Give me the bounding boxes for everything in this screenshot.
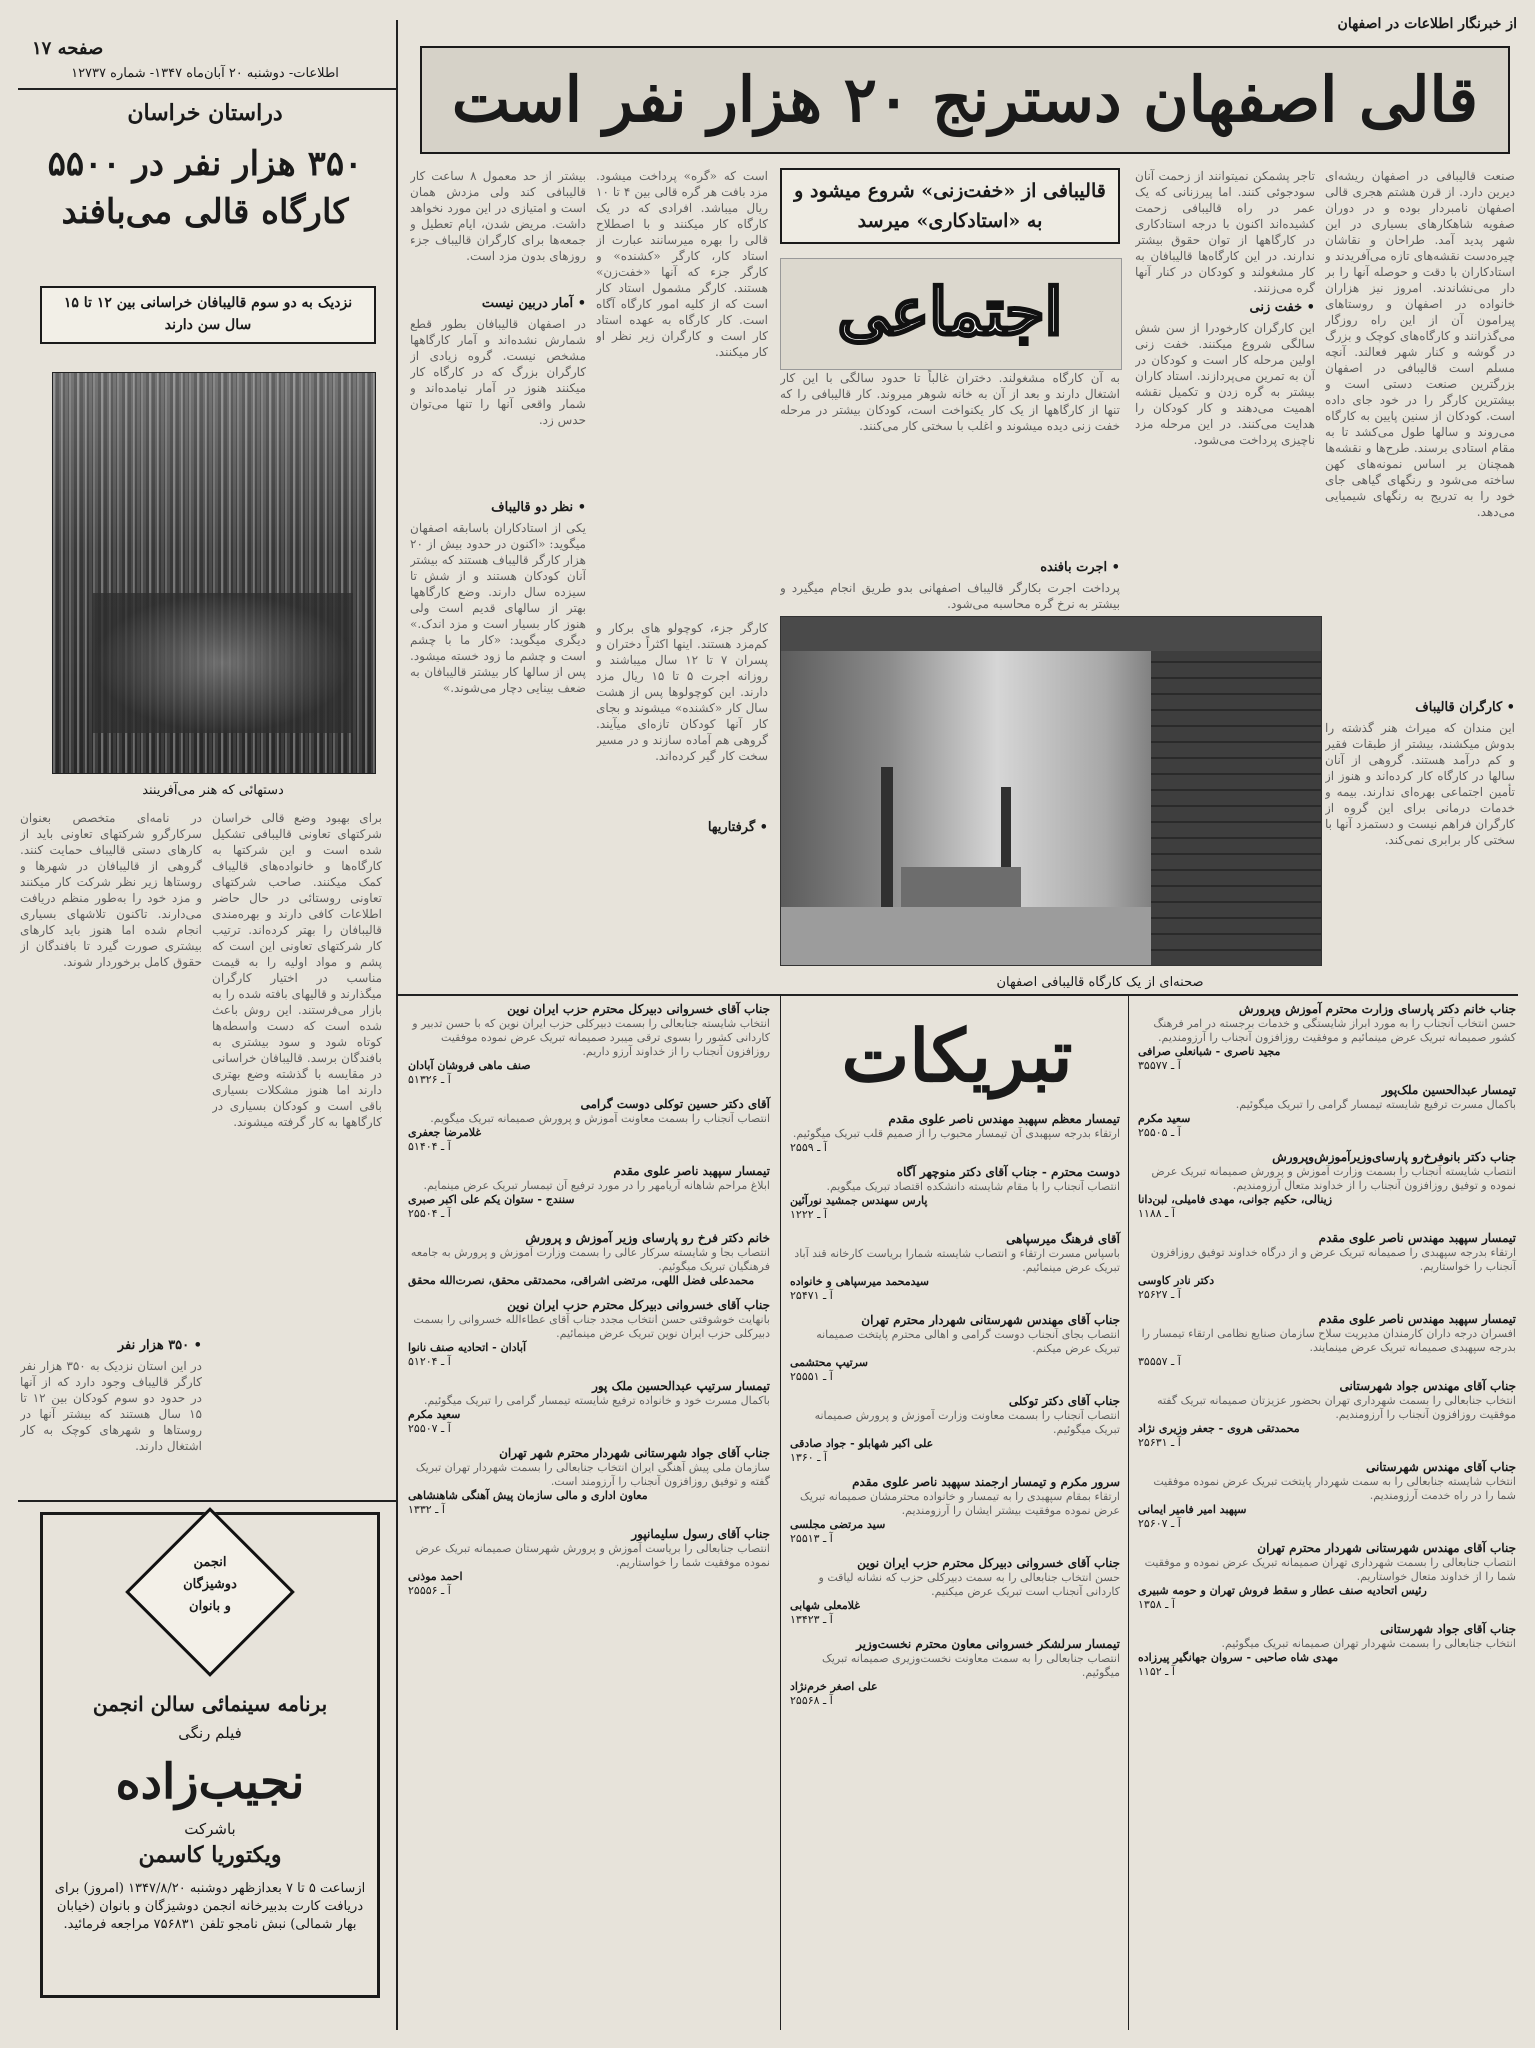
notice-signature: سنندج - ستوان یکم علی اکبر صبری bbox=[408, 1193, 575, 1206]
notice-number: آ ـ ۲۵۴۷۱ bbox=[790, 1289, 833, 1302]
notice-body: انتخاب شایسته جنابعالی را بسمت دبیرکلی حزب ایران نوین که با حسن تدبیر و کاردانی کشور را بسوی ترقی میبرد صمیمانه تبریک عرض نموده موفقیت روزافزون آنجناب را از خداوند آرزو داریم. bbox=[412, 1017, 770, 1058]
notice-signature: زینالی، حکیم جوانی، مهدی فامیلی، لبن‌دانا bbox=[1138, 1193, 1333, 1206]
notice-body: افسران درجه داران کارمندان مدیریت سلاح سازمان صنایع نظامی ارتقاء تیمسار را بدرجه سپهبدی صمیمانه تبریک عرض مینمایند. bbox=[1141, 1327, 1516, 1354]
section-amar: • آمار دربین نیست bbox=[481, 296, 586, 311]
notice-item bbox=[790, 1637, 1120, 1708]
cinema-logo-line3: و بانوان bbox=[189, 1599, 231, 1614]
article-bottom-rule bbox=[398, 994, 1518, 996]
masthead-rule bbox=[18, 88, 396, 90]
notice-signature: دکتر نادر کاوسی bbox=[1138, 1274, 1215, 1287]
notice-number: آ ـ ۱۲۲۲ bbox=[790, 1208, 827, 1221]
notice-number: آ ـ ۲۵۵۶۸ bbox=[790, 1694, 833, 1707]
notice-number: آ ـ ۵۱۴۰۴ bbox=[408, 1140, 451, 1153]
notice-item bbox=[408, 1527, 770, 1598]
notice-body: انتخاب جنابعالی را بسمت شهرداری تهران بحضور عزیزتان صمیمانه تبریک گفته موفقیت روزافزون آنجناب را آرزومندیم. bbox=[1157, 1394, 1516, 1421]
cinema-logo-text bbox=[150, 1552, 270, 1618]
notice-body: انتصاب جنابعالی را بریاست آموزش و پرورش شهرستان صمیمانه تبریک عرض نموده موفقیت شما را خواستاریم. bbox=[415, 1542, 770, 1569]
notice-title: تیمسار سپهبد مهندس ناصر علوی مقدم bbox=[1318, 1312, 1516, 1326]
notice-signature: سید مرتضی مجلسی bbox=[790, 1518, 886, 1531]
section-gereftariha: • گرفتاریها bbox=[707, 820, 768, 835]
khorasan-col-2: در نامه‌ای متخصص بعنوان سرکارگرو شرکتهای تعاونی باید از کارهای دستی قالیباف حمایت کنند. گروهی از قالیبافان در شهرها و روستاها زیر نظر شرکت کار میکنند و مزد خود را به‌طور منظم دریافت می‌دارند. تاکنون تلاشهای بسیاری انجام شده اما هنوز باید کارهای بیشتری صورت گیرد تا بافندگان از حقوق کامل برخوردار شوند. bbox=[20, 811, 202, 969]
notice-item bbox=[408, 1002, 770, 1087]
khorasan-headline: ۳۵۰ هزار نفر در ۵۵۰۰ کارگاه قالی می‌بافند bbox=[47, 144, 363, 232]
main-headline: قالی اصفهان دسترنج ۲۰ هزار نفر است bbox=[451, 63, 1479, 136]
notices-right-column bbox=[1138, 1002, 1516, 1679]
notice-item bbox=[790, 1112, 1120, 1155]
khorasan-kicker: دراستان خراسان bbox=[127, 100, 283, 126]
notice-signature: علی اصغر خرم‌نژاد bbox=[790, 1680, 878, 1693]
notice-signature: سرتیپ محتشمی bbox=[790, 1356, 868, 1369]
notice-item bbox=[790, 1475, 1120, 1546]
notices-divider-right bbox=[1128, 996, 1129, 2030]
notice-number: آ ـ ۱۳۶۰ bbox=[790, 1451, 827, 1464]
notice-signature: پارس سهندس جمشید نورآئین bbox=[790, 1194, 928, 1207]
column-divider bbox=[396, 20, 398, 2030]
notice-body: حسن انتخاب آنجناب را به مورد ابراز شایستگی و خدمات برجسته در امر فرهنگ کشور صمیمانه تبریک عرض مینمائیم و موفقیت روزافزون آنجناب را آرزومندیم. bbox=[1153, 1017, 1516, 1044]
notice-item bbox=[1138, 1002, 1516, 1073]
notice-title: جناب آقای دکتر توکلی bbox=[1008, 1394, 1120, 1408]
notice-number: آ ـ ۳۵۵۷۷ bbox=[1138, 1059, 1181, 1072]
notice-body: باکمال مسرت ترفیع شایسته تیمسار گرامی را تبریک میگوئیم. bbox=[1235, 1098, 1516, 1111]
notice-title: آقای فرهنگ میرسپاهی bbox=[1006, 1232, 1120, 1246]
notice-number: آ ـ ۱۳۵۸ bbox=[1138, 1598, 1175, 1611]
notices-middle-column bbox=[790, 1112, 1120, 1708]
notice-body: انتصاب بجای آنجناب دوست گرامی و اهالی محترم پایتخت صمیمانه تبریک عرض میکنم. bbox=[816, 1328, 1120, 1355]
article-col-3b: پرداخت اجرت بکارگر قالیباف اصفهانی بدو طریق انجام میگیرد و بیشتر به نرخ گره محاسبه می‌شود. bbox=[780, 581, 1120, 611]
notice-number: آ ـ ۱۳۳۲ bbox=[408, 1503, 445, 1516]
khorasan-col-3: در این استان نزدیک به ۳۵۰ هزار نفر کارگر قالیباف وجود دارد که از آنها در حدود دو سوم کودکان بین ۱۲ تا ۱۵ سال هستند که بیشتر آنها در روستاها و شهرهای کوچک به کار اشتغال دارند. bbox=[20, 1359, 202, 1453]
notice-title: تیمسار سپهبد مهندس ناصر علوی مقدم bbox=[1318, 1231, 1516, 1245]
notice-title: آقای دکتر حسین توکلی دوست گرامی bbox=[580, 1097, 770, 1111]
notice-number: آ ـ ۲۵۵۰۷ bbox=[408, 1422, 451, 1435]
notice-body: باسپاس مسرت ارتقاء و انتصاب شایسته شمارا بریاست کارخانه قند آباد تبریک عرض مینمائیم. bbox=[794, 1247, 1120, 1274]
notice-item bbox=[1138, 1460, 1516, 1531]
notice-item bbox=[1138, 1379, 1516, 1450]
notice-title: دوست محترم - جناب آقای دکتر منوچهر آگاه bbox=[896, 1165, 1120, 1179]
notice-title: تیمسار سرلشکر خسروانی معاون محترم نخست‌وزیر bbox=[856, 1637, 1120, 1651]
notice-title: جناب آقای جواد شهرستانی bbox=[1380, 1622, 1516, 1636]
notice-body: انتصاب بجا و شایسته سرکار عالی را بسمت وزارت آموزش و پرورش به جامعه فرهنگیان تبریک میگوئیم. bbox=[410, 1246, 770, 1273]
notice-item bbox=[408, 1164, 770, 1221]
article-col-2b: این کارگران کارخودرا از سن شش سالگی شروع میکنند. خفت زنی اولین مرحله کار است و کودکان در آن به تمرین می‌پردازند. استاد کاران بیشتر به گره زدن و تکمیل نقشه اهمیت می‌دهند و کار کودکان را هدایت می‌کنند. در این مرحله مزد ناچیزی پرداخت می‌شود. bbox=[1135, 321, 1315, 447]
article-col-5: بیشتر از حد معمول ۸ ساعت کار قالیبافی کند ولی مزدش همان است و امتیازی در این مورد نخواهد داشت. مریض شدن، ایام تعطیل و جمعه‌ها برای کارگران قالیباف جزء روزهای بدون مزد است. bbox=[410, 169, 586, 263]
notice-signature: مجید ناصری - شبانعلی صرافی bbox=[1138, 1045, 1281, 1058]
workshop-photo bbox=[780, 616, 1322, 966]
notice-body: انتخاب شایسته جنابعالی را به سمت شهردار پایتخت تبریک عرض نموده موفقیت شما را در راه خدمت آرزومندیم. bbox=[1153, 1475, 1516, 1502]
date-line: اطلاعات- دوشنبه ۲۰ آبان‌ماه ۱۳۴۷- شماره ۱۲۷۳۷ bbox=[71, 66, 339, 81]
notice-signature: غلامرضا جعفری bbox=[408, 1126, 482, 1139]
article-col-4: است که «گره» پرداخت میشود. مزد بافت هر گره قالی بین ۴ تا ۱۰ ریال میباشد. افرادی که در یک کارگاه کار میکنند و با اصطلاح قالی را بهره میرسانند عبارت از استاد کار، کارگر «کشنده» و کارگر جزء که آنها «خفت‌زن» هستند. کارگر مشمول استاد کار است که از کلیه امور کارگاه آگاه است. کار کارگاه به عهده استاد کار است و کارگران زیر نظر او کار میکنند. bbox=[596, 169, 768, 359]
cinema-logo-line1: انجمن bbox=[193, 1555, 227, 1570]
notices-left-column bbox=[408, 1002, 770, 1598]
section-khaft-zani: • خفت زنی bbox=[1249, 300, 1315, 315]
notice-signature: علی اکبر شهابلو - جواد صادقی bbox=[790, 1437, 934, 1450]
notice-title: تیمسار عبدالحسین ملک‌پور bbox=[1381, 1083, 1516, 1097]
notice-item bbox=[790, 1313, 1120, 1384]
section-kargaran: • کارگران قالیباف bbox=[1415, 700, 1515, 715]
notice-title: جناب آقای خسروانی دبیرکل محترم حزب ایران نوین bbox=[507, 1002, 770, 1016]
notice-item bbox=[408, 1231, 770, 1288]
notice-number: آ ـ ۲۵۶۰۷ bbox=[1138, 1517, 1181, 1530]
notice-item bbox=[1138, 1312, 1516, 1369]
cinema-star: ویکتوریا کاسمن bbox=[138, 1842, 282, 1868]
notice-number: آ ـ ۲۵۵۱۳ bbox=[790, 1532, 833, 1545]
notice-title: جناب آقای مهندس شهرستانی bbox=[1365, 1460, 1516, 1474]
notice-number: آ ـ ۲۵۵۵۶ bbox=[408, 1584, 451, 1597]
notice-item bbox=[1138, 1083, 1516, 1140]
notice-item bbox=[408, 1298, 770, 1369]
khorasan-subhead: نزدیک به دو سوم قالیبافان خراسانی بین ۱۲ تا ۱۵ سال سن دارند bbox=[63, 295, 353, 333]
notice-number: آ ـ ۱۱۵۲ bbox=[1138, 1665, 1175, 1678]
notice-title: تیمسار سرتیپ عبدالحسین ملک پور bbox=[592, 1379, 770, 1393]
notice-title: تیمسار معظم سپهبد مهندس ناصر علوی مقدم bbox=[888, 1112, 1120, 1126]
notice-body: انتصاب آنجناب را با مقام شایسته دانشکده اقتصاد تبریک میگویم. bbox=[826, 1180, 1120, 1193]
top-right-note: از خبرنگار اطلاعات در اصفهان bbox=[1337, 16, 1517, 32]
notice-body: انتصاب آنجناب را بسمت معاونت وزارت آموزش و پرورش صمیمانه تبریک میگوئیم. bbox=[814, 1409, 1120, 1436]
sub-headline: قالیبافی از «خفت‌زنی» شروع میشود و به «استادکاری» میرسد bbox=[794, 180, 1106, 232]
notice-body: انتخاب جنابعالی را بسمت شهردار تهران صمیمانه تبریک میگوئیم. bbox=[1221, 1637, 1516, 1650]
notice-body: سازمان ملی پیش آهنگی ایران انتخاب جنابعالی را بسمت شهردار تهران تبریک گفته و توفیق روزافزون آنجناب را آرزومند است. bbox=[415, 1461, 770, 1488]
notice-body: انتصاب جنابعالی را بسمت شهرداری تهران صمیمانه تبریک عرض نموده و موفقیت شما را از خداوند متعال خواستاریم. bbox=[1144, 1556, 1516, 1583]
notice-signature: معاون اداری و مالی سازمان پیش آهنگی شاهنشاهی bbox=[408, 1489, 648, 1502]
notice-number: آ ـ ۲۵۵۰۴ bbox=[408, 1207, 451, 1220]
notice-signature: صنف ماهی فروشان آبادان bbox=[408, 1059, 531, 1072]
notice-body: باکمال مسرت خود و خانواده ترفیع شایسته تیمسار گرامی را تبریک میگوئیم. bbox=[423, 1394, 770, 1407]
notice-signature: رئیس اتحادیه صنف عطار و سقط فروش تهران و حومه شبیری bbox=[1138, 1584, 1427, 1597]
article-col-3: به آن کارگاه مشغولند. دختران غالباً تا حدود سالگی با این کار اشتغال دارند و بعد از آن به خانه شوهر میروند. کار قالیبافی را که تنها از کارگاهها از یک کار یکنواخت است، کودکان بیشتر در مرحله خفت زنی دیده میشوند و اغلب با سختی کار می‌کنند. bbox=[780, 371, 1120, 433]
notice-signature: سیدمحمد میرسپاهی و خانواده bbox=[790, 1275, 929, 1288]
notice-body: انتصاب جنابعالی را به سمت معاونت نخست‌وزیری صمیمانه تبریک میگوئیم. bbox=[822, 1652, 1120, 1679]
notice-signature: آبادان - اتحادیه صنف نانوا bbox=[408, 1341, 527, 1354]
notice-item bbox=[1138, 1541, 1516, 1612]
notice-title: جناب آقای مهندس شهرستانی شهردار محترم تهران bbox=[861, 1313, 1120, 1327]
notice-body: ارتقاء بدرجه سپهبدی آن تیمسار محبوب را از صمیم قلب تبریک میگوئیم. bbox=[792, 1127, 1120, 1140]
notice-signature: سعید مکرم bbox=[1138, 1112, 1191, 1125]
main-photo-caption: صحنه‌ای از یک کارگاه قالیبافی اصفهان bbox=[996, 975, 1204, 990]
notice-number: آ ـ ۱۳۴۲۳ bbox=[790, 1613, 833, 1626]
notice-signature: محمدعلی فضل اللهی، مرتضی اشراقی، محمدتقی محقق، نصرت‌الله محقق bbox=[408, 1274, 755, 1287]
notice-body: انتصاب آنجناب را بسمت معاونت آموزش و پرورش صمیمانه تبریک میگویم. bbox=[430, 1112, 770, 1125]
notice-item bbox=[790, 1232, 1120, 1303]
article-col-4b: کارگر جزء، کوچولو های برکار و کم‌مزد هستند. اینها اکثراً دختران و پسران ۷ تا ۱۲ سال میباشند و روزانه اجرت ۵ تا ۱۵ ریال مزد دارند. این کوچولوها پس از هشت سال کار «کشنده» میشوند و بجای کار آنها کودکان تازه‌ای میآیند. گروهی هم آماده سازند و در مسیر سخت کار گیر کرده‌اند. bbox=[596, 621, 768, 763]
notice-item bbox=[1138, 1231, 1516, 1302]
notice-item bbox=[1138, 1622, 1516, 1679]
notice-signature: محمدتقی هروی - جعفر وزیری نژاد bbox=[1138, 1422, 1300, 1435]
notice-signature: سعید مکرم bbox=[408, 1408, 461, 1421]
notice-item bbox=[790, 1165, 1120, 1222]
notice-signature: غلامعلی شهابی bbox=[790, 1599, 861, 1612]
khorasan-photo-caption: دستهائی که هنر می‌آفرینند bbox=[142, 783, 284, 798]
notice-item bbox=[1138, 1150, 1516, 1221]
tabrikat-title: تبریکات bbox=[841, 1013, 1073, 1098]
notice-body: ارتقاء بمقام سپهبدی را به تیمسار و خانواده محترمشان صمیمانه تبریک عرض نموده موفقیت بیشتر ایشان را آرزومندیم. bbox=[800, 1490, 1120, 1517]
notice-body: ابلاغ مراحم شاهانه آریامهر را در مورد ترفیع آن تیمسار تبریک عرض مینمایم. bbox=[423, 1179, 770, 1192]
notice-item bbox=[790, 1556, 1120, 1627]
notice-number: آ ـ ۵۱۳۲۶ bbox=[408, 1073, 451, 1086]
section-nazar: • نظر دو قالیباف bbox=[491, 500, 586, 515]
article-col-5b: در اصفهان قالیبافان بطور قطع شمارش نشده‌اند و آمار کارگاهها مشخص نیست. گروه زیادی از کارگران بزرگ که در کارگاه کار میکنند هنوز در آمار نیامده‌اند و شمار واقعی آنها را تنها می‌توان حدس زد. bbox=[410, 317, 586, 427]
notice-signature: احمد موذنی bbox=[408, 1570, 463, 1583]
khorasan-col-1: برای بهبود وضع قالی خراسان شرکتهای تعاونی قالیبافی تشکیل شده است و این شرکتها به کارگاه‌ها و خانواده‌های قالیباف کمک میکنند. صاحب شرکتهای تعاونی روستائی در حال حاضر اطلاعات کافی دارند و بهره‌مندی قالیبافان را بهتر کرده‌اند. ترتیب کار شرکتهای تعاونی این است که پشم و مواد اولیه را به قیمت مناسب در اختیار کارگران میگذارند و قالیهای بافته شده را به بازار می‌فرستند. این روش باعث شده است که دست واسطه‌ها کوتاه شود و سود بیشتری به بافندگان برسد. قالیبافان خراسانی در مقایسه با گذشته وضع بهتری دارند اما هنوز مشکلات بسیاری باقی است و کودکان بسیاری در کارگاهها به کار گرفته میشوند. bbox=[212, 811, 382, 1129]
article-col-2: تاجر پشمکن نمیتوانند از زحمت آنان سودجوئی کنند. اما پیرزنانی که یک عمر در راه قالیبافی زحمت کشیده‌اند اکنون با درجه استادکاری در کارگاهها از توان حقوق بیشتر ندارند. در این کارگاه‌ها قالیبافان به کار مشغولند و کودکان در کنار آنها گره می‌زنند. bbox=[1135, 169, 1315, 295]
notice-title: جناب آقای جواد شهرستانی شهردار محترم شهر تهران bbox=[499, 1446, 770, 1460]
notices-divider-middle bbox=[780, 996, 781, 2030]
notice-title: جناب خانم دکتر پارسای وزارت محترم آموزش وپرورش bbox=[1238, 1002, 1516, 1016]
notice-number: آ ـ ۵۱۲۰۴ bbox=[408, 1355, 451, 1368]
notice-number: آ ـ ۲۵۵۰۵ bbox=[1138, 1126, 1181, 1139]
notice-signature: مهدی شاه صاحبی - سروان جهانگیر پیرزاده bbox=[1138, 1651, 1339, 1664]
notice-title: تیمسار سپهبد ناصر علوی مقدم bbox=[613, 1164, 770, 1178]
notice-item bbox=[408, 1446, 770, 1517]
notice-item bbox=[408, 1097, 770, 1154]
notice-title: سرور مکرم و تیمسار ارجمند سپهبد ناصر علوی مقدم bbox=[852, 1475, 1120, 1489]
notice-number: آ ـ ۲۵۵۹ bbox=[790, 1141, 827, 1154]
cinema-film-type: فیلم رنگی bbox=[178, 1724, 242, 1742]
cinema-logo-line2: دوشیزگان bbox=[183, 1577, 237, 1592]
notice-title: خانم دکتر فرخ رو پارسای وزیر آموزش و پرورش bbox=[525, 1231, 770, 1245]
article-col-1: صنعت قالیبافی در اصفهان ریشه‌ای دیرین دارد. از قرن هشتم هجری قالی اصفهان نامبردار بوده و در دوران صفویه شاهکارهای بسیاری در این شهر پدید آمد. طراحان و نقاشان چیره‌دست نقشه‌های تازه می‌آفریدند و استادکاران با دقت و حوصله آنها را بر دار می‌نشاندند. امروز نیز هزاران خانواده در اصفهان و روستاهای پیرامون آن از این راه روزگار می‌گذرانند و کارگاه‌های کوچک و بزرگ در گوشه و کنار شهر فعالند. آنچه مسلم است قالیبافی در اصفهان بزرگترین صنعت دستی است و بیشترین کارگر را در خود جای داده است. کودکان از سنین پایین به کارگاه می‌روند و سالها طول می‌کشد تا به مقام استادی برسند. طرح‌ها و نقشه‌ها همچنان بر اساس نمونه‌های کهن ساخته می‌شود و رنگهای گیاهی جای خود را به تدریج به رنگهای شیمیایی می‌دهد. bbox=[1325, 169, 1515, 519]
cinema-details: ازساعت ۵ تا ۷ بعدازظهر دوشنبه ۱۳۴۷/۸/۲۰ (امروز) برای دریافت کارت بدبیرخانه انجمن دوشیزگان و بانوان (خیابان بهار شمالی) نبش نامجو تلفن ۷۵۶۸۳۱ مراجعه فرمائید. bbox=[54, 1881, 366, 1932]
notice-title: جناب آقای خسروانی دبیرکل محترم حزب ایران نوین bbox=[857, 1556, 1120, 1570]
notice-number: آ ـ ۲۵۶۲۷ bbox=[1138, 1288, 1181, 1301]
notice-number: آ ـ ۲۵۶۳۱ bbox=[1138, 1436, 1181, 1449]
notice-body: ارتقاء بدرجه سپهبدی را صمیمانه تبریک عرض و از درگاه خداوند توفیق روزافزون آنجناب را خواستاریم. bbox=[1150, 1246, 1516, 1273]
notice-body: حسن انتخاب جنابعالی را به سمت دبیرکلی حزب که نشانه لیاقت و کاردانی آنجناب است تبریک عرض میکنیم. bbox=[818, 1571, 1120, 1598]
khorasan-section-350: • ۳۵۰ هزار نفر bbox=[117, 1338, 202, 1353]
article-col-1b: این مندان که میراث هنر گذشته را بدوش میکشند، بیشتر از طبقات فقیر و کم درآمد هستند. گروهی از آنان سالها در کارگاه کار کرده‌اند و هنوز از تأمین اجتماعی بهره‌ای ندارند. بیمه و خدمات درمانی برای این گروه از کارگران فراهم نیست و دستمزد آنها با سختی کار برابری نمی‌کند. bbox=[1325, 721, 1515, 847]
cinema-program: برنامه سینمائی سالن انجمن bbox=[92, 1692, 328, 1716]
cinema-film-title: نجیب‌زاده bbox=[115, 1754, 305, 1810]
khorasan-bottom-rule bbox=[18, 1500, 396, 1502]
notice-title: جناب آقای خسروانی دبیرکل محترم حزب ایران نوین bbox=[507, 1298, 770, 1312]
notice-number: آ ـ ۱۱۸۸ bbox=[1138, 1207, 1175, 1220]
cinema-with-label: باشرکت bbox=[184, 1820, 236, 1838]
notice-signature: سپهبد امیر فامیر ایمانی bbox=[1138, 1503, 1247, 1516]
notice-item bbox=[790, 1394, 1120, 1465]
notice-number: آ ـ ۲۵۵۵۱ bbox=[790, 1370, 833, 1383]
notice-number: آ ـ ۳۵۵۵۷ bbox=[1138, 1355, 1181, 1368]
notice-body: انتصاب شایسته آنجناب را بسمت وزارت آموزش و پرورش صمیمانه تبریک عرض نموده و توفیق روزافزون آنجناب را از خداوند متعال آرزومندیم. bbox=[1151, 1165, 1516, 1192]
notice-title: جناب آقای رسول سلیمانپور bbox=[631, 1527, 770, 1541]
weaver-hands-photo bbox=[52, 372, 376, 774]
social-logo: اجتماعی bbox=[837, 275, 1063, 350]
section-ojrat: • اجرت بافنده bbox=[1040, 560, 1120, 575]
page-number: صفحه ۱۷ bbox=[32, 38, 104, 59]
notice-title: جناب دکتر بانوفرخ‌رو پارسای‌وزیرآموزش‌وپرورش bbox=[1272, 1150, 1516, 1164]
notice-title: جناب آقای مهندس شهرستانی شهردار محترم تهران bbox=[1257, 1541, 1516, 1555]
notice-item bbox=[408, 1379, 770, 1436]
article-col-5c: یکی از استادکاران باسابقه اصفهان میگوید: «اکنون در حدود بیش از ۲۰ هزار کارگر قالیباف هستند که بیشتر آنان کودکان هستند و از شش تا سیزده سال دارند. وضع کارگاهها بهتر از سالهای قدیم است ولی هنوز کار بسیار است و مزد اندک.» دیگری میگوید: «کار ما با چشم است و چشم ما زود خسته میشود. پس از سالها کار بیشتر قالیبافان به ضعف بینایی دچار می‌شوند.» bbox=[410, 521, 586, 695]
notice-body: بانهایت خوشوقتی حسن انتخاب مجدد جناب آقای عطاءالله خسروانی را بسمت دبیرکلی حزب ایران نوین تبریک عرض مینمائیم. bbox=[413, 1313, 770, 1340]
notice-title: جناب آقای مهندس جواد شهرستانی bbox=[1339, 1379, 1516, 1393]
